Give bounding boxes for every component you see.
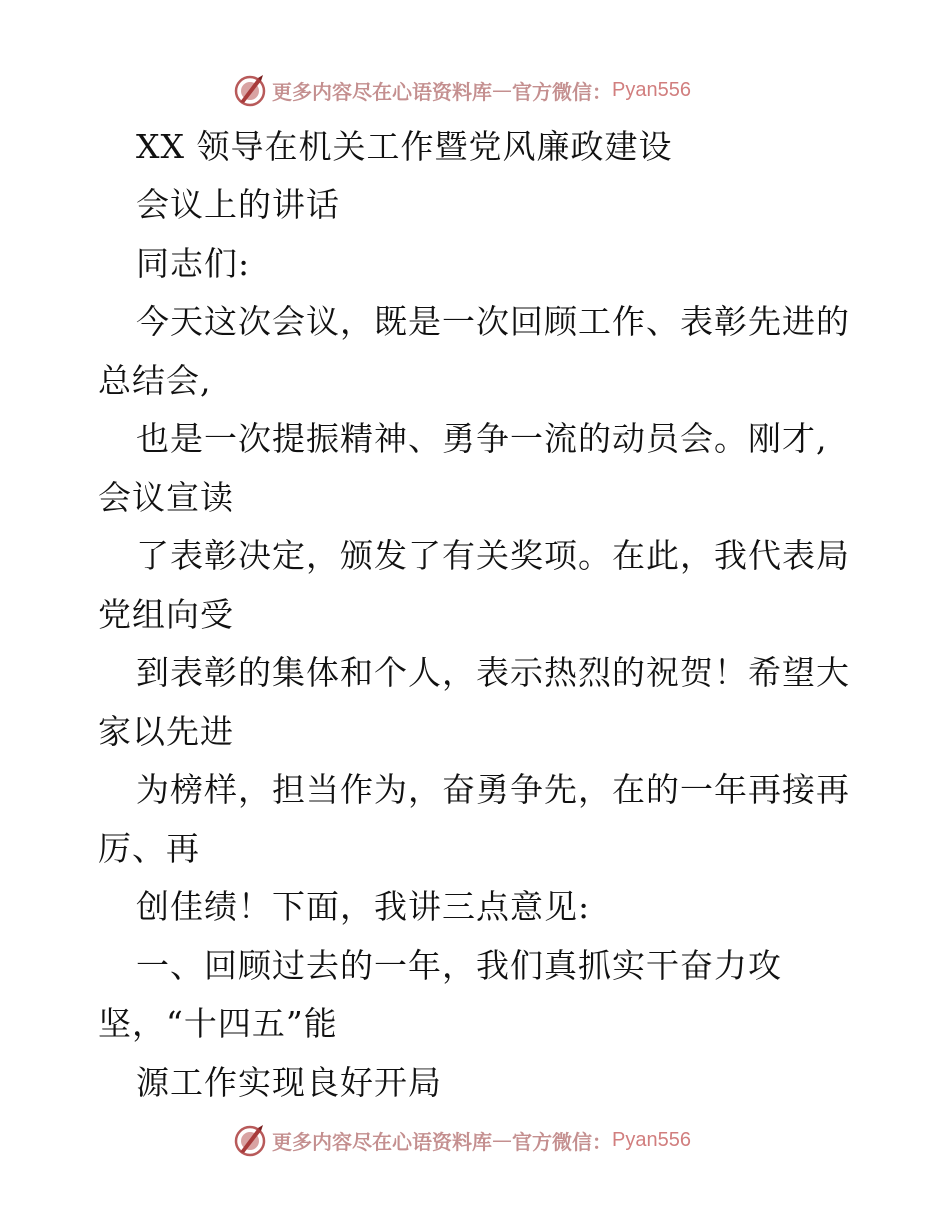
text-line: 也是一次提振精神、勇争一流的动员会。刚才, <box>136 419 828 458</box>
text-line: 厉、再 <box>98 829 200 868</box>
banner-wechat-id: Pyan556 <box>612 78 691 101</box>
banner-separator: — <box>492 78 512 102</box>
text-line: 为榜样，担当作为，奋勇争先，在的一年再接再 <box>136 770 850 809</box>
banner-wechat-label: 官方微信： <box>512 79 612 104</box>
text-line: 坚，“十四五”能 <box>98 1004 338 1043</box>
text-line: 会议宣读 <box>98 478 234 517</box>
text-line: 一、回顾过去的一年，我们真抓实干奋力攻 <box>136 946 782 985</box>
quill-pen-logo-icon <box>232 1122 268 1158</box>
footer-banner <box>232 1120 691 1160</box>
text-line: 家以先进 <box>98 712 234 751</box>
text-line: 总结会, <box>98 361 212 400</box>
document-title-line-1: XX 领导在机关工作暨党风廉政建设 <box>136 127 673 166</box>
banner-separator: — <box>492 1128 512 1152</box>
quill-pen-logo-icon <box>232 72 268 108</box>
banner-text: 更多内容尽在心语资料库 <box>272 1129 492 1154</box>
document-title-line-2: 会议上的讲话 <box>136 185 340 224</box>
text-line: 今天这次会议，既是一次回顾工作、表彰先进的 <box>136 302 850 341</box>
text-line: 了表彰决定，颁发了有关奖项。在此，我代表局 <box>136 536 850 575</box>
text-line: 源工作实现良好开局 <box>136 1063 442 1102</box>
text-line: 同志们: <box>136 244 251 283</box>
banner-text: 更多内容尽在心语资料库 <box>272 79 492 104</box>
text-line: 到表彰的集体和个人，表示热烈的祝贺！希望大 <box>136 653 850 692</box>
banner-wechat-id: Pyan556 <box>612 1128 691 1151</box>
text-line: 党组向受 <box>98 595 234 634</box>
header-banner <box>232 70 691 110</box>
text-line: 创佳绩！下面，我讲三点意见: <box>136 887 591 926</box>
banner-wechat-label: 官方微信： <box>512 1129 612 1154</box>
